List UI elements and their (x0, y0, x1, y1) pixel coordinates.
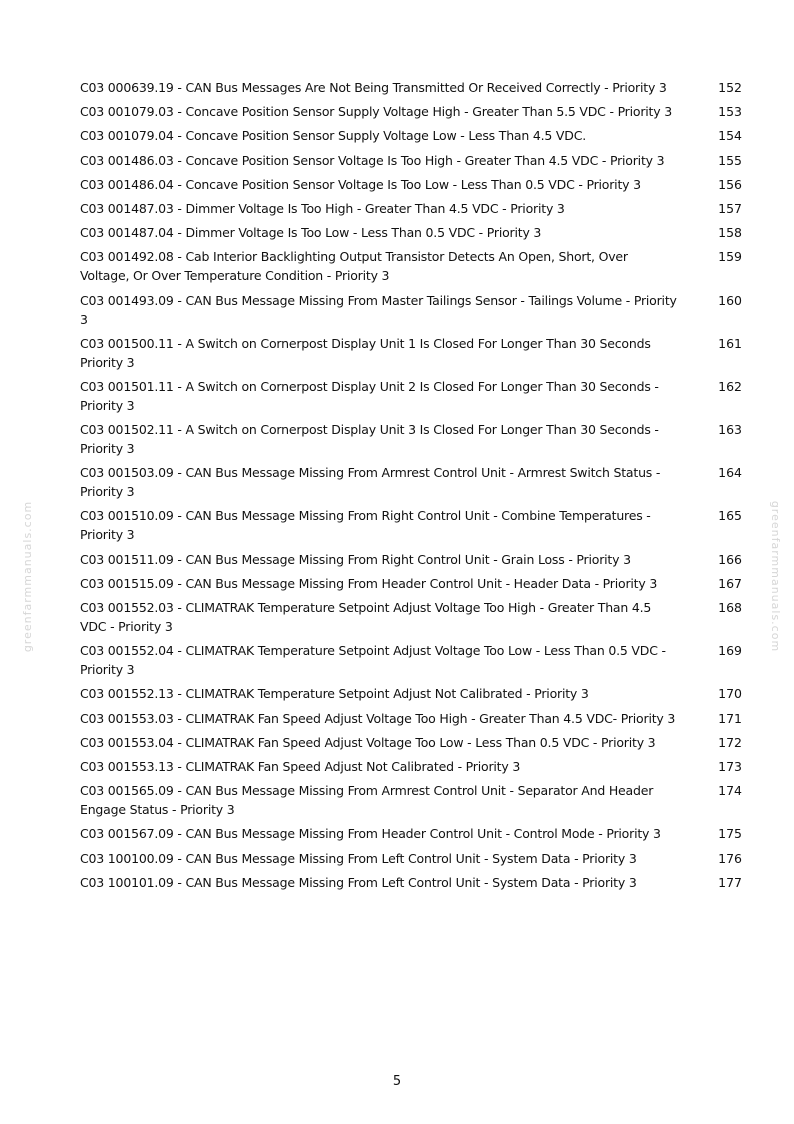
toc-entry-page: 167 (718, 575, 742, 591)
toc-entry-title: C03 001486.03 - Concave Position Sensor Voltage Is Too High - Greater Than 4.5 VDC - Priority 3 (80, 152, 665, 168)
table-of-contents (80, 78, 742, 897)
toc-entry[interactable] (80, 175, 742, 194)
toc-entry-title: C03 001565.09 - CAN Bus Message Missing From Armrest Control Unit - Separator And Header Engage Status - Priority 3 (80, 783, 654, 818)
toc-entry-page: 164 (718, 465, 742, 481)
toc-entry-title: C03 001510.09 - CAN Bus Message Missing From Right Control Unit - Combine Temperatures - Priority 3 (80, 508, 651, 543)
toc-entry-title: C03 100100.09 - CAN Bus Message Missing From Left Control Unit - System Data - Priority 3 (80, 850, 637, 866)
toc-entry-title: C03 001500.11 - A Switch on Cornerpost Display Unit 1 Is Closed For Longer Than 30 Seconds Priority 3 (80, 335, 651, 370)
toc-entry[interactable] (80, 733, 742, 752)
toc-entry-page: 171 (718, 710, 742, 726)
toc-entry[interactable] (80, 291, 742, 329)
toc-entry-page: 176 (718, 850, 742, 866)
toc-entry[interactable] (80, 102, 742, 121)
toc-entry-page: 153 (718, 104, 742, 120)
toc-entry[interactable] (80, 151, 742, 170)
toc-entry[interactable] (80, 824, 742, 843)
page-number: 5 (392, 1074, 402, 1089)
toc-entry-title: C03 001503.09 - CAN Bus Message Missing From Armrest Control Unit - Armrest Switch Status - Priority 3 (80, 465, 661, 500)
toc-entry-page: 165 (718, 508, 742, 524)
toc-entry-page: 159 (718, 249, 742, 265)
toc-entry-title: C03 001493.09 - CAN Bus Message Missing From Master Tailings Sensor - Tailings Volume - Priority 3 (80, 292, 677, 327)
toc-entry-title: C03 001553.04 - CLIMATRAK Fan Speed Adjust Voltage Too Low - Less Than 0.5 VDC - Priority 3 (80, 734, 656, 750)
toc-entry[interactable] (80, 873, 742, 892)
toc-entry-page: 161 (718, 335, 742, 351)
toc-entry-title: C03 001487.04 - Dimmer Voltage Is Too Low - Less Than 0.5 VDC - Priority 3 (80, 225, 542, 241)
toc-entry-title: C03 000639.19 - CAN Bus Messages Are Not Being Transmitted Or Received Correctly - Priority 3 (80, 80, 667, 95)
toc-entry[interactable] (80, 506, 742, 544)
toc-entry-page: 158 (718, 225, 742, 241)
toc-entry-page: 173 (718, 758, 742, 774)
toc-entry[interactable] (80, 550, 742, 569)
toc-entry-page: 154 (718, 128, 742, 144)
toc-entry-page: 174 (718, 783, 742, 799)
toc-entry[interactable] (80, 199, 742, 218)
toc-entry-title: C03 001567.09 - CAN Bus Message Missing From Header Control Unit - Control Mode - Priority 3 (80, 826, 661, 842)
toc-entry[interactable] (80, 849, 742, 868)
toc-entry[interactable] (80, 574, 742, 593)
toc-entry-title: C03 001487.03 - Dimmer Voltage Is Too High - Greater Than 4.5 VDC - Priority 3 (80, 200, 565, 216)
toc-entry-title: C03 001552.03 - CLIMATRAK Temperature Setpoint Adjust Voltage Too High - Greater Than 4.5 VDC - Priority 3 (80, 600, 652, 634)
toc-entry-page: 155 (718, 152, 742, 168)
toc-entry-title: C03 001552.13 - CLIMATRAK Temperature Setpoint Adjust Not Calibrated - Priority 3 (80, 686, 589, 702)
toc-entry-title: C03 001511.09 - CAN Bus Message Missing From Right Control Unit - Grain Loss - Priority 3 (80, 551, 631, 567)
toc-entry[interactable] (80, 684, 742, 703)
watermark-right: greenfarmmanuals.com (769, 500, 783, 653)
toc-entry-page: 157 (718, 200, 742, 216)
toc-entry[interactable] (80, 78, 742, 97)
toc-entry-page: 163 (718, 422, 742, 438)
toc-entry-title: C03 001552.04 - CLIMATRAK Temperature Setpoint Adjust Voltage Too Low - Less Than 0.5 VDC - Priority 3 (80, 643, 666, 678)
toc-entry-page: 166 (718, 551, 742, 567)
toc-entry[interactable] (80, 334, 742, 372)
toc-entry[interactable] (80, 641, 742, 679)
toc-entry[interactable] (80, 247, 742, 285)
toc-entry-page: 172 (718, 734, 742, 750)
toc-entry[interactable] (80, 420, 742, 458)
toc-entry-page: 170 (718, 686, 742, 702)
toc-entry[interactable] (80, 709, 742, 728)
toc-entry-page: 162 (718, 378, 742, 394)
toc-entry-title: C03 001553.13 - CLIMATRAK Fan Speed Adjust Not Calibrated - Priority 3 (80, 758, 521, 774)
toc-entry[interactable] (80, 126, 742, 145)
toc-entry-title: C03 001486.04 - Concave Position Sensor Voltage Is Too Low - Less Than 0.5 VDC - Priority 3 (80, 176, 641, 192)
toc-entry-title: C03 001079.03 - Concave Position Sensor Supply Voltage High - Greater Than 5.5 VDC - Priority 3 (80, 104, 672, 120)
toc-entry[interactable] (80, 781, 742, 819)
toc-entry-page: 169 (718, 643, 742, 659)
toc-entry-title: C03 001553.03 - CLIMATRAK Fan Speed Adjust Voltage Too High - Greater Than 4.5 VDC- Priority 3 (80, 710, 676, 726)
toc-entry-title: C03 100101.09 - CAN Bus Message Missing From Left Control Unit - System Data - Priority 3 (80, 874, 637, 890)
toc-entry-page: 168 (718, 600, 742, 615)
toc-entry-title: C03 001079.04 - Concave Position Sensor Supply Voltage Low - Less Than 4.5 VDC. (80, 128, 586, 144)
toc-entry-title: C03 001502.11 - A Switch on Cornerpost Display Unit 3 Is Closed For Longer Than 30 Seconds - Priority 3 (80, 422, 659, 457)
toc-entry[interactable] (80, 598, 742, 636)
toc-entry[interactable] (80, 377, 742, 415)
toc-entry[interactable] (80, 463, 742, 501)
toc-entry-page: 175 (718, 826, 742, 842)
toc-entry-title: C03 001501.11 - A Switch on Cornerpost Display Unit 2 Is Closed For Longer Than 30 Seconds - Priority 3 (80, 378, 659, 413)
toc-entry-page: 177 (718, 874, 742, 890)
toc-entry-title: C03 001492.08 - Cab Interior Backlighting Output Transistor Detects An Open, Short, Over Voltage, Or Over Temperature Condition - Priority 3 (80, 249, 628, 284)
toc-entry[interactable] (80, 223, 742, 242)
toc-entry-page: 156 (718, 176, 742, 192)
toc-entry-title: C03 001515.09 - CAN Bus Message Missing From Header Control Unit - Header Data - Priority 3 (80, 575, 658, 591)
toc-entry-page: 160 (718, 292, 742, 308)
toc-entry[interactable] (80, 757, 742, 776)
toc-entry-page: 152 (718, 80, 742, 95)
watermark-left: greenfarmmanuals.com (21, 500, 35, 653)
